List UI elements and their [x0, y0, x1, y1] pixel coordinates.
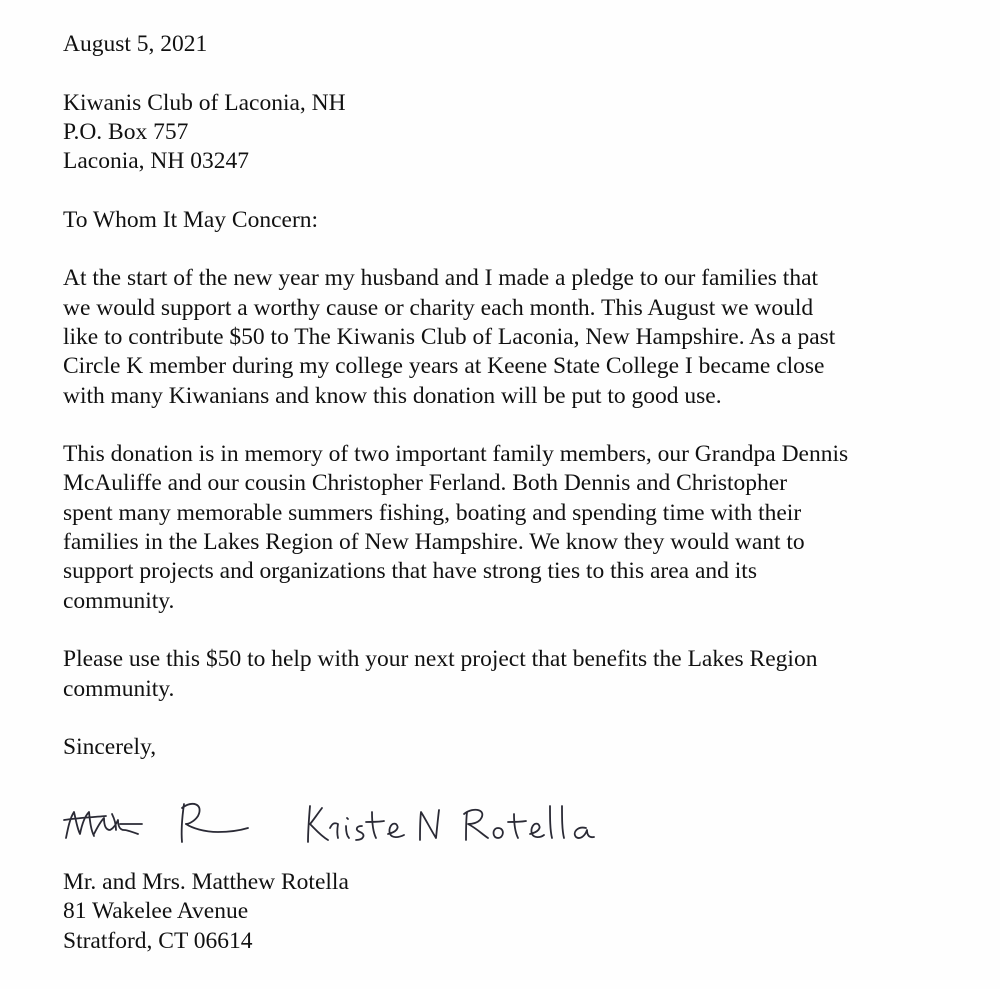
paragraph-line: Circle K member during my college years at Keene State College I became close — [63, 353, 825, 380]
sender-street: 81 Wakelee Avenue — [63, 898, 249, 925]
paragraph-line: spent many memorable summers fishing, boating and spending time with their — [63, 499, 802, 526]
recipient-name: Kiwanis Club of Laconia, NH — [63, 89, 346, 116]
paragraph-line: At the start of the new year my husband and I made a pledge to our families that — [63, 265, 819, 292]
sender-city: Stratford, CT 06614 — [63, 927, 253, 954]
salutation: To Whom It May Concern: — [63, 206, 319, 233]
signature-kriste — [308, 806, 404, 842]
handwritten-signatures — [58, 790, 618, 856]
signature-rotella — [464, 806, 594, 840]
signature-n — [420, 810, 439, 840]
letter-body — [63, 30, 963, 762]
paragraph-line: McAuliffe and our cousin Christopher Ferland. Both Dennis and Christopher — [63, 470, 788, 497]
recipient-po-box: P.O. Box 757 — [63, 118, 189, 145]
paragraph-line: support projects and organizations that have strong ties to this area and its — [63, 558, 757, 585]
paragraph-2 — [63, 440, 963, 616]
recipient-address — [63, 89, 963, 177]
paragraph-line: community. — [63, 675, 175, 702]
letter-date: August 5, 2021 — [63, 31, 208, 57]
sender-block — [63, 868, 349, 956]
paragraph-line: Please use this $50 to help with your next project that benefits the Lakes Region — [63, 646, 818, 673]
paragraph-line: community. — [63, 587, 175, 614]
sender-name: Mr. and Mrs. Matthew Rotella — [63, 869, 349, 895]
signature-matthew — [64, 812, 142, 838]
paragraph-line: like to contribute $50 to The Kiwanis Club of Laconia, New Hampshire. As a past — [63, 323, 836, 350]
paragraph-3 — [63, 645, 963, 704]
paragraph-line: families in the Lakes Region of New Hampshire. We know they would want to — [63, 529, 805, 556]
paragraph-line: This donation is in memory of two important family members, our Grandpa Dennis — [63, 441, 849, 468]
paragraph-1 — [63, 264, 963, 410]
signature-r-flourish — [182, 804, 248, 842]
signatures — [58, 790, 618, 856]
recipient-city: Laconia, NH 03247 — [63, 148, 249, 175]
closing: Sincerely, — [63, 734, 157, 761]
paragraph-line: we would support a worthy cause or charity each month. This August we would — [63, 294, 814, 321]
paragraph-line: with many Kiwanians and know this donation will be put to good use. — [63, 382, 722, 409]
